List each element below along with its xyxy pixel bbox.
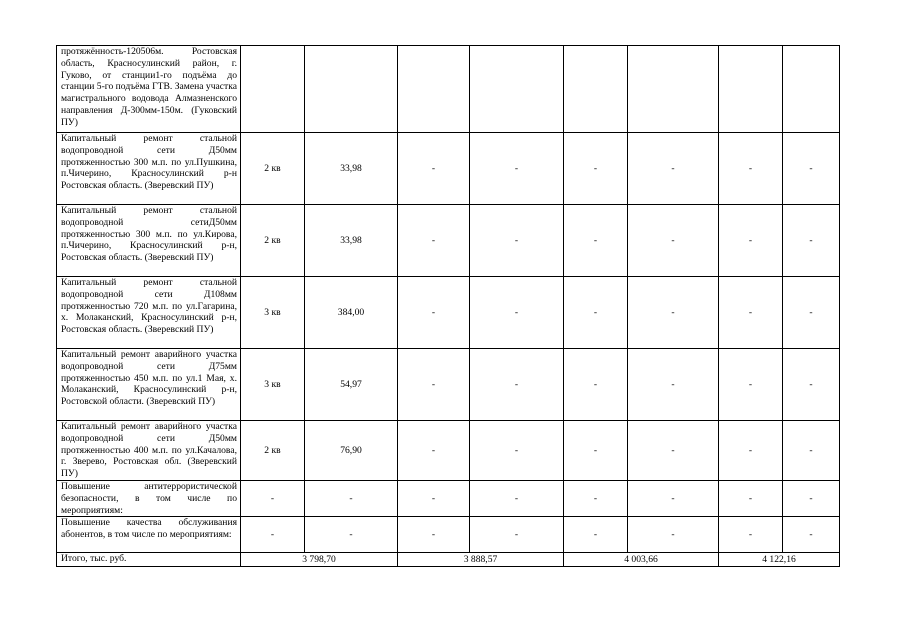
row-cell: -	[398, 349, 470, 421]
row-cell: -	[564, 277, 628, 349]
row-cell: -	[398, 277, 470, 349]
row-value: -	[305, 481, 398, 517]
table-row	[57, 205, 840, 277]
row-cell: -	[719, 133, 783, 205]
row-cell: -	[398, 205, 470, 277]
row-cell: -	[398, 481, 470, 517]
row-cell: -	[628, 421, 719, 481]
row-cell	[783, 46, 840, 133]
row-cell: -	[719, 277, 783, 349]
row-cell: -	[719, 205, 783, 277]
investment-table	[56, 45, 840, 567]
row-quarter: 2 кв	[241, 133, 305, 205]
row-cell: -	[564, 517, 628, 553]
row-cell: -	[470, 481, 564, 517]
row-description: Повышение качества обслуживания абонентов, в том числе по мероприятиям:	[57, 517, 241, 553]
row-cell: -	[719, 349, 783, 421]
row-value: -	[305, 517, 398, 553]
row-value: 54,97	[305, 349, 398, 421]
row-value: 33,98	[305, 133, 398, 205]
row-cell: -	[564, 205, 628, 277]
row-description: Капитальный ремонт стальной водопроводной сети Д108мм протяженностью 720 м.п. по ул.Гагарина, х. Молаканский, Красносулинский р-н, Ростовская область. (Зверевский ПУ)	[57, 277, 241, 349]
row-cell: -	[470, 205, 564, 277]
total-year-4: 4 122,16	[719, 553, 840, 567]
row-description: Капитальный ремонт стальной водопроводной сетиД50мм протяженностью 300 м.п. по ул.Кирова, п.Чичерино, Красносулинский р-н, Ростовская область. (Зверевский ПУ)	[57, 205, 241, 277]
row-cell: -	[628, 277, 719, 349]
row-cell: -	[783, 205, 840, 277]
row-description: Капитальный ремонт аварийного участка водопроводной сети Д75мм протяженностью 450 м.п. по ул.1 Мая, х. Молаканский, Красносулинский р-н, Ростовской области. (Зверевский ПУ)	[57, 349, 241, 421]
row-cell	[470, 46, 564, 133]
row-cell: -	[398, 517, 470, 553]
row-value: 76,90	[305, 421, 398, 481]
row-cell: -	[564, 421, 628, 481]
row-cell: -	[398, 133, 470, 205]
table-row	[57, 421, 840, 481]
row-cell: -	[470, 517, 564, 553]
table-row	[57, 46, 840, 133]
row-cell: -	[628, 481, 719, 517]
total-year-3: 4 003,66	[564, 553, 719, 567]
row-quarter: 2 кв	[241, 205, 305, 277]
row-cell	[628, 46, 719, 133]
row-cell: -	[470, 133, 564, 205]
row-cell: -	[470, 421, 564, 481]
row-description: Повышение антитеррористической безопасности, в том числе по мероприятиям:	[57, 481, 241, 517]
total-row	[57, 553, 840, 567]
table-row	[57, 481, 840, 517]
row-quarter: 3 кв	[241, 277, 305, 349]
row-cell: -	[564, 481, 628, 517]
row-cell: -	[783, 421, 840, 481]
row-cell: -	[564, 133, 628, 205]
row-cell: -	[783, 133, 840, 205]
total-label: Итого, тыс. руб.	[57, 553, 241, 567]
row-cell: -	[398, 421, 470, 481]
row-value: 33,98	[305, 205, 398, 277]
row-cell: -	[628, 205, 719, 277]
row-quarter: 2 кв	[241, 421, 305, 481]
row-cell: -	[470, 349, 564, 421]
row-description: Капитальный ремонт стальной водопроводной сети Д50мм протяженностью 300 м.п. по ул.Пушкина, п.Чичерино, Красносулинский р-н Ростовская область. (Зверевский ПУ)	[57, 133, 241, 205]
row-cell: -	[628, 349, 719, 421]
row-cell: -	[719, 481, 783, 517]
row-value: 384,00	[305, 277, 398, 349]
row-cell	[564, 46, 628, 133]
row-cell: -	[783, 517, 840, 553]
row-cell: -	[783, 349, 840, 421]
row-value	[305, 46, 398, 133]
row-cell: -	[783, 481, 840, 517]
row-quarter: -	[241, 481, 305, 517]
table-row	[57, 133, 840, 205]
row-quarter: 3 кв	[241, 349, 305, 421]
row-cell	[719, 46, 783, 133]
row-cell: -	[719, 517, 783, 553]
row-cell	[398, 46, 470, 133]
total-year-1: 3 798,70	[241, 553, 398, 567]
row-cell: -	[470, 277, 564, 349]
total-year-2: 3 888,57	[398, 553, 564, 567]
row-cell: -	[783, 277, 840, 349]
row-cell: -	[628, 133, 719, 205]
row-quarter	[241, 46, 305, 133]
table-row	[57, 277, 840, 349]
row-description: протяжённость-120506м. Ростовская область, Красносулинский район, г. Гуково, от станции1-го подъёма до станции 5-го подъёма ГТВ. Замена участка магистрального водовода Алмазненского направления Д-300мм-150м. (Гуковский ПУ)	[57, 46, 241, 133]
row-cell: -	[628, 517, 719, 553]
row-description: Капитальный ремонт аварийного участка водопроводной сети Д50мм протяженностью 400 м.п. по ул.Качалова, г. Зверево, Ростовская обл. (Зверевский ПУ)	[57, 421, 241, 481]
table-row	[57, 517, 840, 553]
row-cell: -	[564, 349, 628, 421]
table-row	[57, 349, 840, 421]
row-quarter: -	[241, 517, 305, 553]
row-cell: -	[719, 421, 783, 481]
